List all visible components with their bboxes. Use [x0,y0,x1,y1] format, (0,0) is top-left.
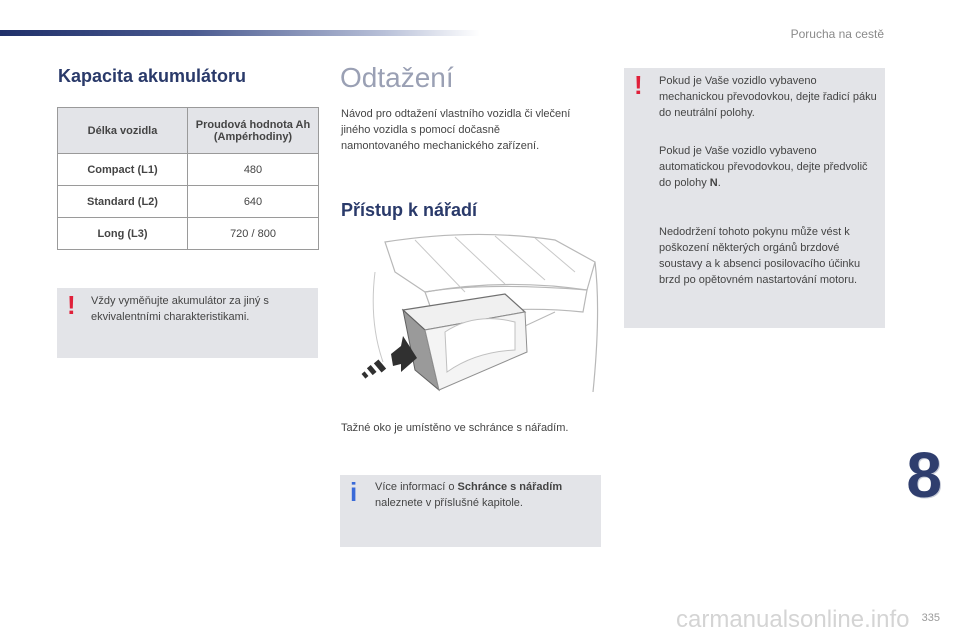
towing-eye-caption: Tažné oko je umístěno ve schránce s nářadím. [341,422,569,434]
info-text-bold: Schránce s nářadím [457,481,563,493]
warning-icon: ! [634,70,643,100]
table-header-capacity: Proudová hodnota Ah (Ampérhodiny) [188,108,319,154]
warning-manual-gearbox: Pokud je Vaše vozidlo vybaveno mechanickou převodovkou, dejte řadicí páku do neutrální polohy. [659,75,877,119]
table-header-length: Délka vozidla [58,108,188,154]
info-text-prefix: Více informací o [375,481,458,493]
table-cell: 640 [188,186,319,218]
chapter-number: 8 [906,439,940,511]
table-header-row [58,108,319,154]
tools-heading: Přístup k nářadí [341,200,478,220]
info-icon: i [350,477,358,507]
warning-icon: ! [67,290,76,320]
table-cell: Long (L3) [58,218,188,250]
table-cell: Compact (L1) [58,154,188,186]
towing-heading: Odtažení [340,62,454,93]
table-row [58,186,319,218]
table-row [58,154,319,186]
warning-auto-suffix: . [717,177,721,189]
info-text-suffix: naleznete v příslušné kapitole. [375,497,523,509]
gearbox-warning-note [624,68,885,328]
battery-warning-text: Vždy vyměňujte akumulátor za jiný s ekvivalentními charakteristikami. [91,295,269,323]
table-cell: 480 [188,154,319,186]
battery-warning-note [57,288,318,358]
warning-auto-bold: N [709,177,718,189]
table-cell: Standard (L2) [58,186,188,218]
info-text [375,479,593,511]
header-bar [0,30,480,36]
section-title: Porucha na cestě [790,27,884,41]
info-note [340,475,601,547]
towing-intro: Návod pro odtažení vlastního vozidla či vlečení jiného vozidla s pomocí dočasně namontovaného mechanického zařízení. [341,108,571,152]
table-cell: 720 / 800 [188,218,319,250]
watermark-text: carmanualsonline.info [676,606,910,633]
table-row [58,218,319,250]
warning-consequence: Nedodržení tohoto pokynu může vést k poškození některých orgánů brzdové soustavy a k absenci posilovacího účinku brzd po opětovném nastartování motoru. [659,226,861,286]
warning-automatic-gearbox [659,143,879,191]
page-number: 335 [921,612,940,624]
tool-box-illustration [355,232,601,402]
battery-table [57,107,319,250]
battery-heading: Kapacita akumulátoru [58,66,247,86]
warning-auto-prefix: Pokud je Vaše vozidlo vybaveno automatickou převodovkou, dejte předvolič do polohy [659,145,868,189]
